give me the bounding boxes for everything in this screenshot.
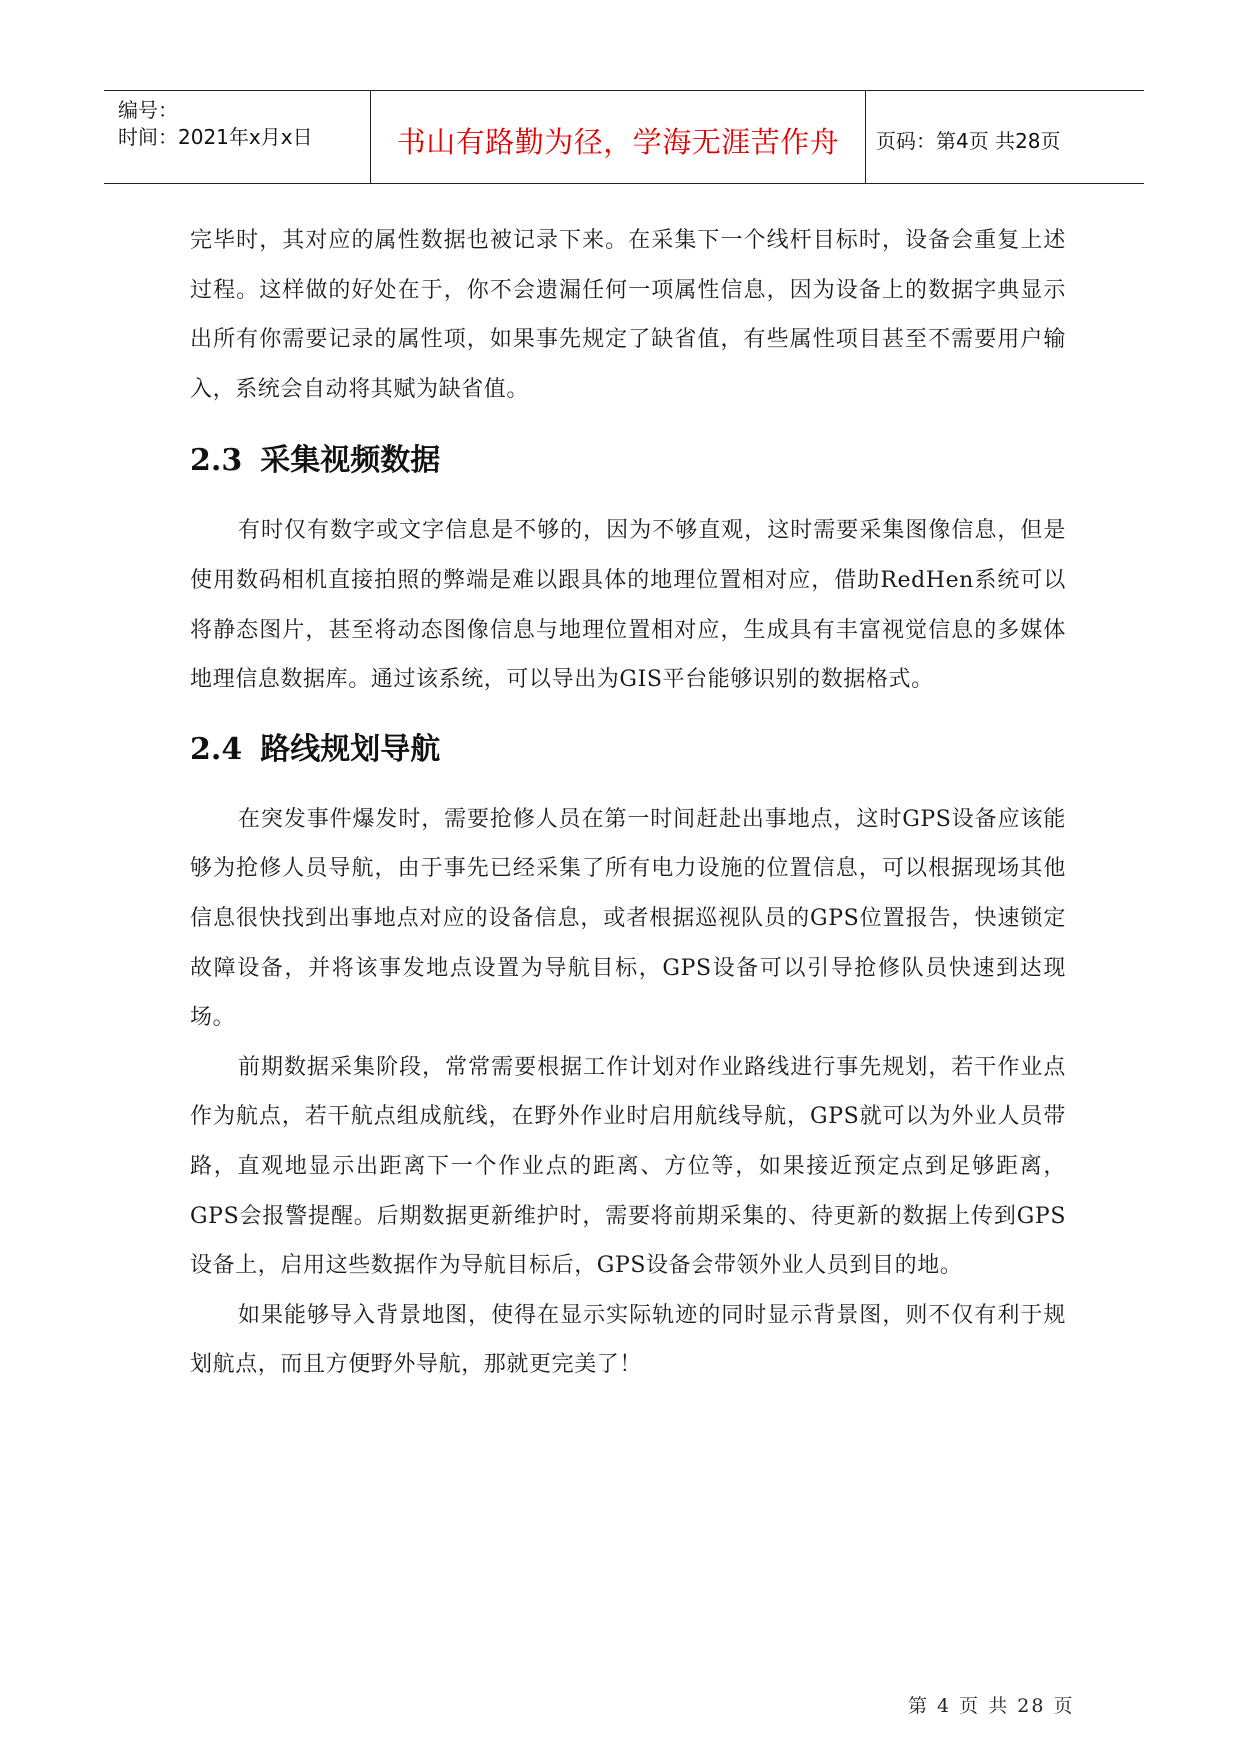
document-body [190,216,1066,1390]
section-number: 2.4 [190,731,243,767]
header-left-cell [104,91,370,183]
header-right-cell [866,91,1144,183]
header-page-info: 页码：第4页 共28页 [876,129,1061,153]
paragraph: 如果能够导入背景地图，使得在显示实际轨迹的同时显示背景图，则不仅有利于规划航点，而且方便野外导航，那就更完美了！ [190,1302,1066,1378]
header-motto: 书山有路勤为径，学海无涯苦作舟 [396,125,840,159]
paragraph: 前期数据采集阶段，常常需要根据工作计划对作业路线进行事先规划，若干作业点作为航点，若干航点组成航线，在野外作业时启用航线导航，GPS就可以为外业人员带路，直观地显示出距离下一个作业点的距离、方位等，如果接近预定点到足够距离，GPS会报警提醒。后期数据更新维护时，需要将前期采集的、待更新的数据上传到GPS设备上，启用这些数据作为导航目标后，GPS设备会带领外业人员到目的地。 [190,1054,1066,1279]
section-number: 2.3 [190,443,243,479]
document-number-label: 编号： [118,98,178,122]
section-heading-2-4 [190,719,1066,781]
paragraph: 完毕时，其对应的属性数据也被记录下来。在采集下一个线杆目标时，设备会重复上述过程。这样做的好处在于，你不会遗漏任何一项属性信息，因为设备上的数据字典显示出所有你需要记录的属性项，如果事先规定了缺省值，有些属性项目甚至不需要用户输入，系统会自动将其赋为缺省值。 [190,228,1066,402]
document-time-label: 时间：2021年x月x日 [118,125,313,149]
section-title: 采集视频数据 [260,443,441,479]
section-title: 路线规划导航 [260,731,441,767]
header-middle-cell [370,91,866,183]
section-heading-2-3 [190,430,1066,492]
page-footer: 第 4 页 共 28 页 [908,1695,1075,1717]
paragraph: 有时仅有数字或文字信息是不够的，因为不够直观，这时需要采集图像信息，但是使用数码相机直接拍照的弊端是难以跟具体的地理位置相对应，借助RedHen系统可以将静态图片，甚至将动态图像信息与地理位置相对应，生成具有丰富视觉信息的多媒体地理信息数据库。通过该系统，可以导出为GIS平台能够识别的数据格式。 [190,518,1066,693]
page-header [104,90,1144,184]
paragraph: 在突发事件爆发时，需要抢修人员在第一时间赶赴出事地点，这时GPS设备应该能够为抢修人员导航，由于事先已经采集了所有电力设施的位置信息，可以根据现场其他信息很快找到出事地点对应的设备信息，或者根据巡视队员的GPS位置报告，快速锁定故障设备，并将该事发地点设置为导航目标，GPS设备可以引导抢修队员快速到达现场。 [190,806,1066,1031]
